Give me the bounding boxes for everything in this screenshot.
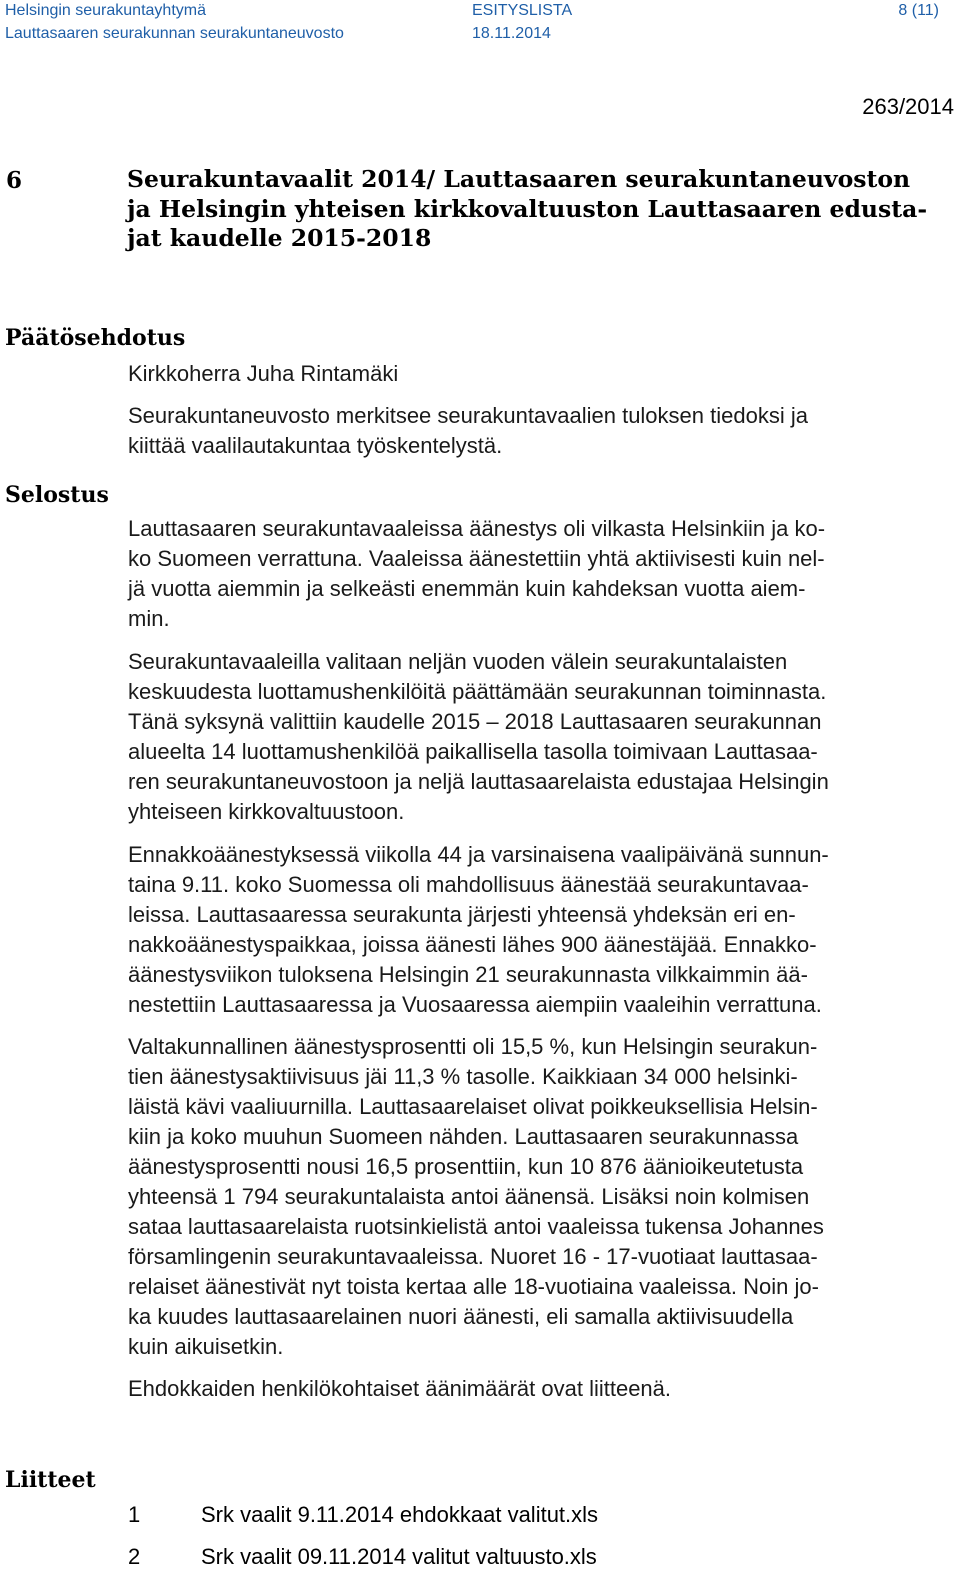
explanation-label: Selostus — [5, 482, 109, 508]
item-title-line: jat kaudelle 2015-2018 — [127, 224, 432, 252]
text-line: alueelta 14 luottamushenkilöä paikallisella tasolla toimivaan Lauttasaa- — [128, 739, 818, 764]
item-title — [127, 165, 947, 254]
text-line: leissa. Lauttasaaressa seurakunta järjesti yhteensä yhdeksän eri en- — [128, 902, 796, 927]
explanation-paragraph-4 — [128, 1032, 954, 1362]
text-line: nestettiin Lauttasaaressa ja Vuosaaressa aiempiin vaaleihin verrattuna. — [128, 992, 822, 1017]
explanation-paragraph-1 — [128, 514, 954, 634]
text-line: Ennakkoäänestyksessä viikolla 44 ja varsinaisena vaalipäivänä sunnun- — [128, 842, 829, 867]
attachments-label: Liitteet — [5, 1467, 96, 1493]
text-line: relaiset äänestivät nyt toista kertaa alle 18-vuotiaina vaaleissa. Noin jo- — [128, 1274, 819, 1299]
text-line: Valtakunnallinen äänestysprosentti oli 15,5 %, kun Helsingin seurakun- — [128, 1034, 818, 1059]
text-line: ko Suomeen verrattuna. Vaaleissa äänestettiin yhtä aktiivisesti kuin nel- — [128, 546, 825, 571]
text-line: tien äänestysaktiivisuus jäi 11,3 % tasolle. Kaikkiaan 34 000 helsinki- — [128, 1064, 798, 1089]
reference-number: 263/2014 — [862, 94, 954, 119]
text-line: min. — [128, 606, 170, 631]
text-line: Lauttasaaren seurakuntavaaleissa äänestys oli vilkasta Helsinkiin ja ko- — [128, 516, 826, 541]
text-line: taina 9.11. koko Suomessa oli mahdollisuus äänestää seurakuntavaa- — [128, 872, 809, 897]
attachment-link[interactable]: Srk vaalit 09.11.2014 valitut valtuusto.xls — [201, 1544, 597, 1569]
explanation-paragraph-3 — [128, 840, 954, 1020]
proposal-presenter: Kirkkoherra Juha Rintamäki — [128, 361, 399, 386]
document-date: 18.11.2014 — [472, 25, 551, 42]
text-line: ka kuudes lauttasaarelainen nuori äänesti, eli samalla aktiivisuudella — [128, 1304, 794, 1329]
attachment-link[interactable]: Srk vaalit 9.11.2014 ehdokkaat valitut.xls — [201, 1502, 599, 1527]
item-number: 6 — [6, 167, 23, 194]
text-line: jä vuotta aiemmin ja selkeästi enemmän kuin kahdeksan vuotta aiem- — [128, 576, 806, 601]
explanation-paragraph-5 — [128, 1374, 954, 1404]
text-line: Seurakuntavaaleilla valitaan neljän vuoden välein seurakuntalaisten — [128, 649, 788, 674]
text-line: äänestysviikon tuloksena Helsingin 21 seurakunnasta vilkkaimmin ää- — [128, 962, 808, 987]
text-line: yhteensä 1 794 seurakuntalaista antoi äänensä. Lisäksi noin kolmisen — [128, 1184, 810, 1209]
attachment-number: 2 — [128, 1544, 141, 1569]
item-title-line: ja Helsingin yhteisen kirkkovaltuuston Lauttasaaren edusta- — [127, 194, 928, 223]
explanation-paragraph-2 — [128, 647, 954, 827]
text-line: Ehdokkaiden henkilökohtaiset äänimäärät ovat liitteenä. — [128, 1376, 672, 1401]
org-name: Helsingin seurakuntayhtymä — [5, 2, 206, 19]
text-line: läistä kävi vaaliuurnilla. Lauttasaarelaiset olivat poikkeuksellisia Helsin- — [128, 1094, 818, 1119]
text-line: kiittää vaalilautakuntaa työskentelystä. — [128, 433, 503, 458]
text-line: församlingenin seurakuntavaaleissa. Nuoret 16 - 17-vuotiaat lauttasaa- — [128, 1244, 818, 1269]
item-title-line: Seurakuntavaalit 2014/ Lauttasaaren seurakuntaneuvoston — [127, 165, 911, 193]
text-line: kiin ja koko muuhun Suomeen nähden. Lauttasaaren seurakunnassa — [128, 1124, 799, 1149]
text-line: keskuudesta luottamushenkilöitä päättämään seurakunnan toiminnasta. — [128, 679, 827, 704]
proposal-text — [128, 401, 954, 461]
council-name: Lauttasaaren seurakunnan seurakuntaneuvosto — [5, 25, 344, 42]
text-line: sataa lauttasaarelaista ruotsinkielistä antoi vaaleissa tukensa Johannes — [128, 1214, 824, 1239]
text-line: yhteiseen kirkkovaltuustoon. — [128, 799, 405, 824]
text-line: nakkoäänestyspaikkaa, joissa äänesti lähes 900 äänestäjää. Ennakko- — [128, 932, 817, 957]
text-line: Seurakuntaneuvosto merkitsee seurakuntavaalien tuloksen tiedoksi ja — [128, 403, 808, 428]
attachment-number: 1 — [128, 1502, 141, 1527]
text-line: äänestysprosentti nousi 16,5 prosenttiin, kun 10 876 äänioikeutetusta — [128, 1154, 804, 1179]
text-line: ren seurakuntaneuvostoon ja neljä lauttasaarelaista edustajaa Helsingin — [128, 769, 829, 794]
document-type: ESITYSLISTA — [472, 2, 573, 19]
text-line: kuin aikuisetkin. — [128, 1334, 284, 1359]
page-number: 8 (11) — [898, 2, 939, 19]
proposal-label: Päätösehdotus — [5, 325, 186, 351]
text-line: Tänä syksynä valittiin kaudelle 2015 – 2018 Lauttasaaren seurakunnan — [128, 709, 822, 734]
